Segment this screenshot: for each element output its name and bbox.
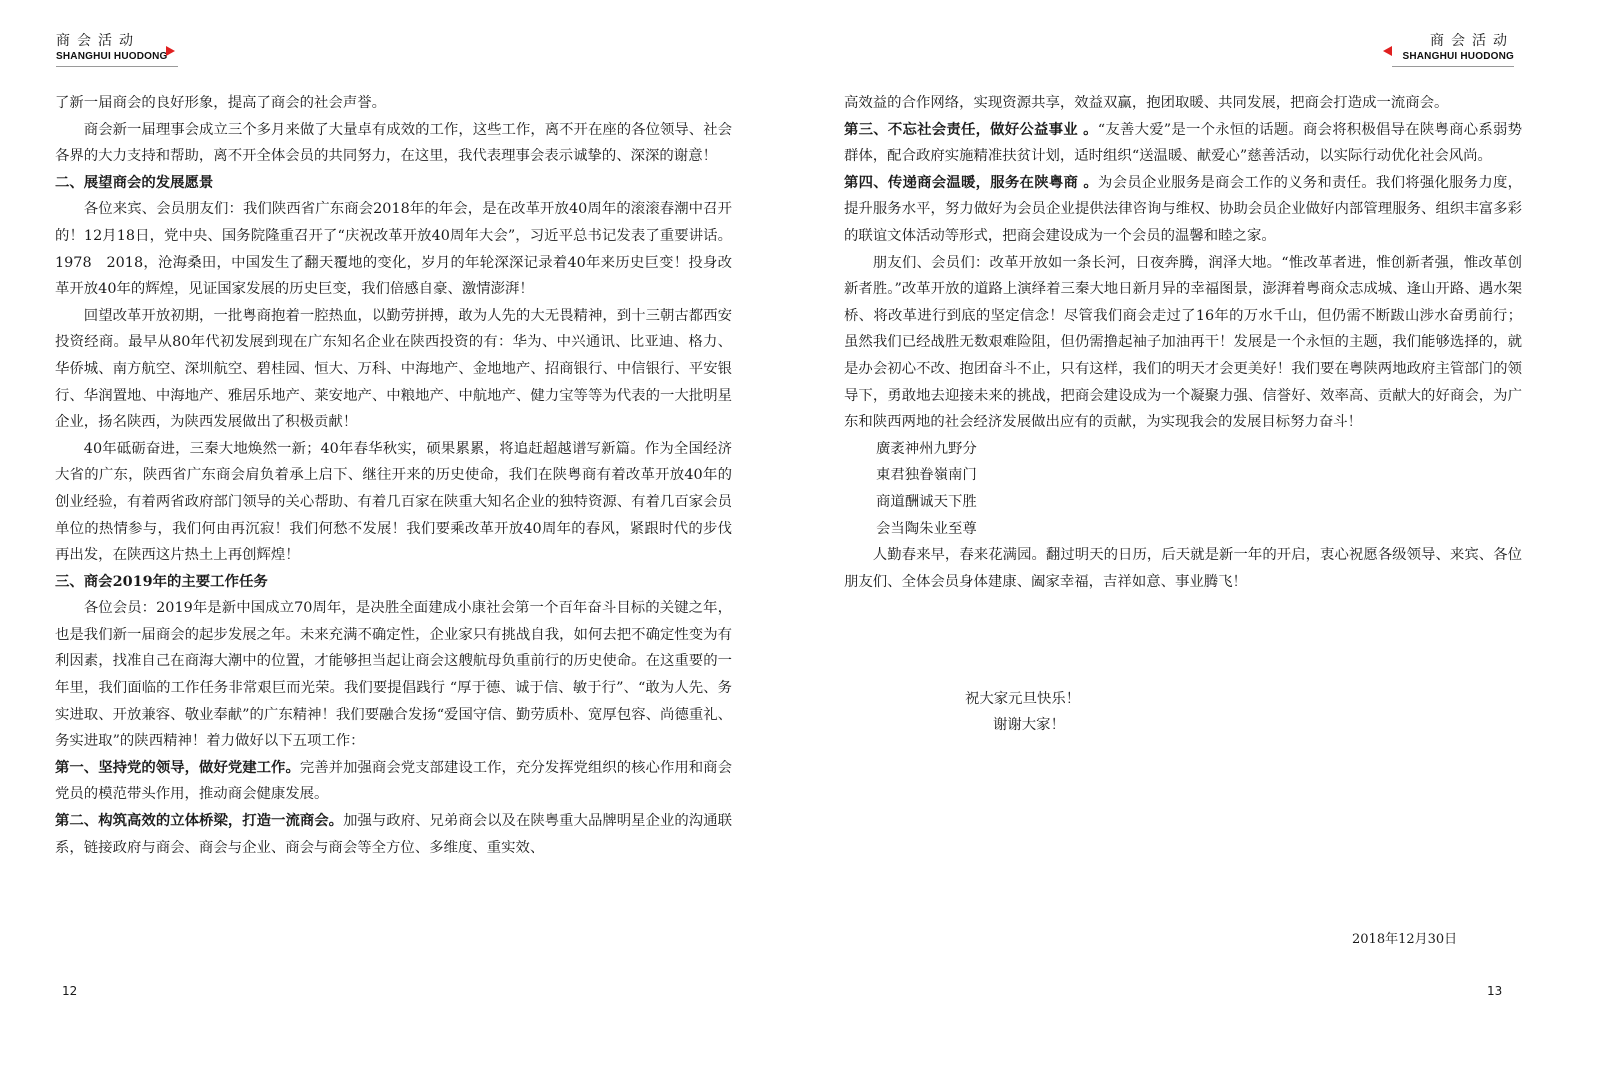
task-item bbox=[844, 170, 1522, 250]
greeting-line: 祝大家元旦快乐！ bbox=[965, 691, 1081, 707]
red-arrow-left-icon bbox=[1383, 46, 1392, 56]
paragraph: 人勤春来早，春来花满园。翻过明天的日历，后天就是新一年的开启，衷心祝愿各级领导、来宾、各位朋友们、全体会员身体建康、阖家幸福，吉祥如意、事业腾飞！ bbox=[844, 547, 1522, 590]
paragraph: 朋友们、会员们：改革开放如一条长河，日夜奔腾，润泽大地。“惟改革者进，惟创新者强，惟改革创新者胜。”改革开放的道路上演绎着三秦大地日新月异的幸福图景，澎湃着粤商众志成城、逢山开路、遇水架桥、将改革进行到底的坚定信念！尽管我们商会走过了16年的万水千山，但仍需不断跋山涉水奋勇前行；虽然我们已经战胜无数艰难险阻，但仍需撸起袖子加油再干！发展是一个永恒的主题，我们能够选择的，就是办会初心不改、抱团奋斗不止，只有这样，我们的明天才会更美好！我们要在粤陕两地政府主管部门的领导下，勇敢地去迎接未来的挑战，把商会建设成为一个凝聚力强、信誉好、效率高、贡献大的好商会，为广东和陕西两地的社会经济发展做出应有的贡献，为实现我会的发展目标努力奋斗！ bbox=[844, 254, 1522, 431]
header-title-en: SHANGHUI HUODONG bbox=[56, 51, 168, 62]
closing-greeting bbox=[965, 686, 1080, 738]
task-lead: 第二、构筑高效的立体桥梁，打造一流商会。 bbox=[55, 812, 344, 830]
task-text: 为会员企业服务是商会工作的义务和责任。我们将强化服务力度，提升服务水平，努力做好为会员企业提供法律咨询与维权、协助会员企业做好内部管理服务、组织丰富多彩的联谊文体活动等形式，把商会建设成为一个会员的温馨和睦之家。 bbox=[844, 174, 1522, 244]
task-item bbox=[844, 117, 1522, 170]
task-text: “友善大爱”是一个永恒的话题。商会将积极倡导在陕粤商心系弱势群体，配合政府实施精准扶贫计划，适时组织“送温暖、献爱心”慈善活动，以实际行动优化社会风尚。 bbox=[844, 121, 1522, 165]
task-text: 加强与政府、兄弟商会以及在陕粤重大品牌明星企业的沟通联系，链接政府与商会、商会与企业、商会与商会等全方位、多维度、重实效、 bbox=[55, 813, 732, 856]
poem-line: 商道酬诚天下胜 bbox=[876, 493, 977, 510]
left-page-header bbox=[56, 32, 178, 67]
right-page-body bbox=[844, 90, 1522, 595]
paragraph: 商会新一届理事会成立三个多月来做了大量卓有成效的工作，这些工作，离不开在座的各位领导、社会各界的大力支持和帮助，离不开全体会员的共同努力，在这里，我代表理事会表示诚挚的、深深的谢意！ bbox=[55, 121, 732, 165]
paragraph: 高效益的合作网络，实现资源共享，效益双赢，抱团取暖、共同发展，把商会打造成一流商会。 bbox=[844, 95, 1449, 111]
paragraph: 各位来宾、会员朋友们：我们陕西省广东商会2018年的年会，是在改革开放40周年的滚滚春潮中召开的！12月18日，党中央、国务院隆重召开了“庆祝改革开放40周年大会”，习近平总书记发表了重要讲话。1978 2018，沧海桑田，中国发生了翻天覆地的变化，岁月的年轮深深记录着40年来历史巨变！投身改革开放40年的辉煌，见证国家发展的历史巨变，我们倍感自豪、激情澎湃！ bbox=[55, 201, 732, 298]
header-rule bbox=[56, 66, 178, 67]
task-lead: 第一、坚持党的领导，做好党建工作。 bbox=[55, 758, 300, 776]
header-rule bbox=[1392, 66, 1514, 67]
section-heading: 三、商会2019年的主要工作任务 bbox=[55, 572, 268, 590]
greeting-line: 谢谢大家！ bbox=[993, 717, 1065, 733]
task-text: 完善并加强商会党支部建设工作，充分发挥党组织的核心作用和商会党员的模范带头作用，推动商会健康发展。 bbox=[55, 759, 732, 803]
paragraph: 了新一届商会的良好形象，提高了商会的社会声誉。 bbox=[55, 95, 386, 111]
signature-date: 2018年12月30日 bbox=[1352, 932, 1458, 947]
right-page-header bbox=[1392, 32, 1514, 67]
red-arrow-right-icon bbox=[166, 46, 175, 56]
poem-line: 会当陶朱业至尊 bbox=[876, 520, 977, 537]
task-item bbox=[55, 755, 732, 808]
task-lead: 第四、传递商会温暖，服务在陕粤商 。 bbox=[844, 173, 1098, 191]
page-number-right: 13 bbox=[1487, 984, 1503, 998]
left-page-body bbox=[55, 90, 732, 861]
header-title-cn: 商会活动 bbox=[56, 33, 140, 49]
task-lead: 第三、不忘社会责任，做好公益事业 。 bbox=[844, 120, 1098, 138]
page-number-left: 12 bbox=[62, 984, 78, 998]
paragraph: 各位会员：2019年是新中国成立70周年，是决胜全面建成小康社会第一个百年奋斗目标的关键之年，也是我们新一届商会的起步发展之年。未来充满不确定性，企业家只有挑战自我，如何去把不确定性变为有利因素，找准自己在商海大潮中的位置，才能够担当起让商会这艘航母负重前行的历史使命。在这重要的一年里，我们面临的工作任务非常艰巨而光荣。我们要提倡践行 “厚于德、诚于信、敏于行”、“敢为人先、务实进取、开放兼容、敬业奉献”的广东精神！我们要融合发扬“爱国守信、勤劳质朴、宽厚包容、尚德重礼、务实进取”的陕西精神！着力做好以下五项工作： bbox=[55, 600, 732, 750]
paragraph: 40年砥砺奋进，三秦大地焕然一新；40年春华秋实，硕果累累，将追赶超越谱写新篇。作为全国经济大省的广东，陕西省广东商会肩负着承上启下、继往开来的历史使命，我们在陕粤商有着改革开放40年的创业经验，有着两省政府部门领导的关心帮助、有着几百家在陕重大知名企业的独特资源、有着几百家会员单位的热情参与，我们何由再沉寂！我们何愁不发展！我们要乘改革开放40周年的春风，紧跟时代的步伐再出发，在陕西这片热土上再创辉煌！ bbox=[55, 440, 732, 564]
poem-line: 廣袤神州九野分 bbox=[876, 440, 977, 457]
poem-line: 東君独眷嶺南门 bbox=[876, 467, 977, 484]
task-item bbox=[55, 808, 732, 861]
section-heading: 二、展望商会的发展愿景 bbox=[55, 173, 214, 191]
header-title-cn: 商会活动 bbox=[1430, 33, 1514, 49]
paragraph: 回望改革开放初期，一批粤商抱着一腔热血，以勤劳拼搏，敢为人先的大无畏精神，到十三朝古都西安投资经商。最早从80年代初发展到现在广东知名企业在陕西投资的有：华为、中兴通讯、比亚迪、格力、华侨城、南方航空、深圳航空、碧桂园、恒大、万科、中海地产、金地地产、招商银行、中信银行、平安银行、华润置地、中海地产、雅居乐地产、莱安地产、中粮地产、中航地产、健力宝等等为代表的一大批明星企业，扬名陕西，为陕西发展做出了积极贡献！ bbox=[55, 307, 732, 431]
header-title-en: SHANGHUI HUODONG bbox=[1402, 51, 1514, 62]
